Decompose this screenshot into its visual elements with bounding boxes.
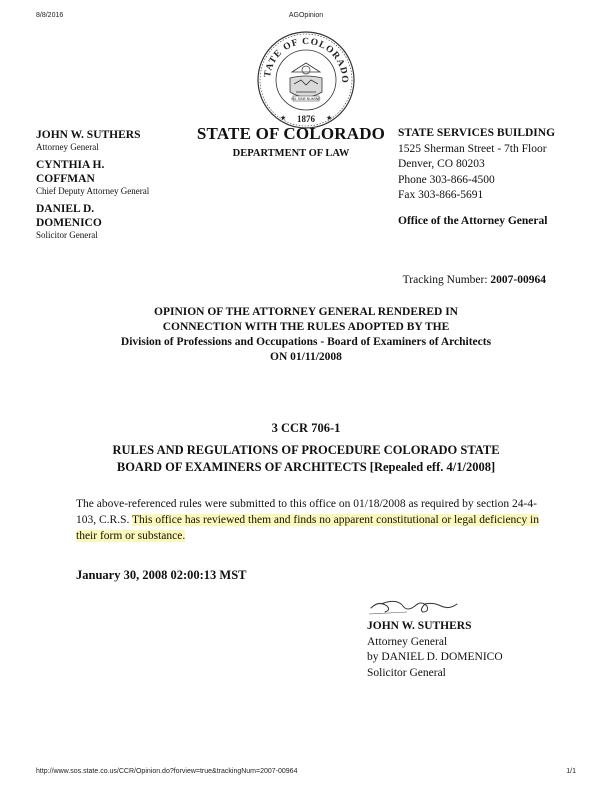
state-seal-icon [256, 30, 356, 130]
city-address: Denver, CO 80203 [398, 158, 485, 170]
opinion-date: January 30, 2008 02:00:13 MST [76, 568, 247, 582]
official-name: CYNTHIA H. COFFMAN [36, 159, 105, 185]
official-suthers [36, 128, 161, 153]
department-name: DEPARTMENT OF LAW [232, 148, 350, 159]
footer-url[interactable]: http://www.sos.state.co.us/CCR/Opinion.do?forview=true&trackingNum=2007-00964 [36, 768, 298, 775]
signer-title: Attorney General [367, 635, 448, 648]
signer-by-title: Solicitor General [367, 666, 446, 679]
seal-year: 1876 [297, 114, 315, 124]
officials-list [36, 128, 161, 246]
phone-number: Phone 303-866-4500 [398, 173, 495, 186]
signer-by: by DANIEL D. DOMENICO [367, 651, 503, 663]
opinion-heading-line: CONNECTION WITH THE RULES ADOPTED BY THE [162, 321, 450, 333]
office-name: Office of the Attorney General [398, 214, 548, 227]
rules-title-line: BOARD OF EXAMINERS OF ARCHITECTS [Repealed eff. 4/1/2008] [116, 460, 496, 474]
tracking-value: 2007-00964 [490, 274, 546, 286]
ccr-number: 3 CCR 706-1 [271, 421, 341, 435]
seal-outer-text: TATE OF COLORADO [263, 36, 350, 84]
official-name: JOHN W. SUTHERS [36, 129, 141, 141]
signer-name: JOHN W. SUTHERS [367, 620, 472, 632]
official-name: DANIEL D. DOMENICO [36, 203, 102, 229]
street-address: 1525 Sherman Street - 7th Floor [398, 142, 547, 155]
signature-block [367, 619, 503, 681]
opinion-heading-line: ON 01/11/2008 [270, 351, 342, 363]
opinion-body-text: The above-referenced rules were submitted to this office on 01/18/2008 as required by section 24-4-103, C.R.S. [76, 498, 537, 526]
opinion-heading-line: Division of Professions and Occupations - Board of Examiners of Architects [120, 336, 492, 348]
highlighted-finding: This office has reviewed them and finds no apparent constitutional or legal deficiency in their form or substance. [76, 514, 539, 542]
official-title: Solicitor General [36, 230, 98, 240]
opinion-heading [60, 305, 552, 365]
fax-number: Fax 303-866-5691 [398, 189, 484, 201]
rules-title-line: RULES AND REGULATIONS OF PROCEDURE COLORADO STATE [112, 443, 500, 457]
rules-title [60, 442, 552, 476]
opinion-heading-line: OPINION OF THE ATTORNEY GENERAL RENDERED IN [154, 306, 458, 318]
tracking-label: Tracking Number: [402, 274, 488, 286]
building-name: STATE SERVICES BUILDING [398, 127, 556, 139]
signature-icon [367, 594, 467, 618]
state-seal [256, 30, 356, 130]
svg-text:★: ★ [280, 114, 287, 122]
print-date: 8/8/2016 [36, 12, 64, 19]
svg-text:★: ★ [326, 114, 333, 122]
opinion-body [76, 496, 546, 544]
official-coffman [36, 158, 161, 197]
official-title: Chief Deputy Attorney General [36, 186, 150, 196]
official-domenico [36, 202, 161, 241]
seal-motto: NIL SINE NUMINE [291, 97, 321, 101]
footer-page-number: 1/1 [566, 768, 576, 775]
state-name: STATE OF COLORADO [196, 124, 386, 143]
official-title: Attorney General [36, 142, 99, 152]
signature [367, 594, 467, 618]
tracking-number [403, 274, 546, 286]
print-page-title: AGOpinion [288, 12, 324, 19]
letterhead-title [196, 124, 386, 159]
office-address [398, 126, 598, 229]
